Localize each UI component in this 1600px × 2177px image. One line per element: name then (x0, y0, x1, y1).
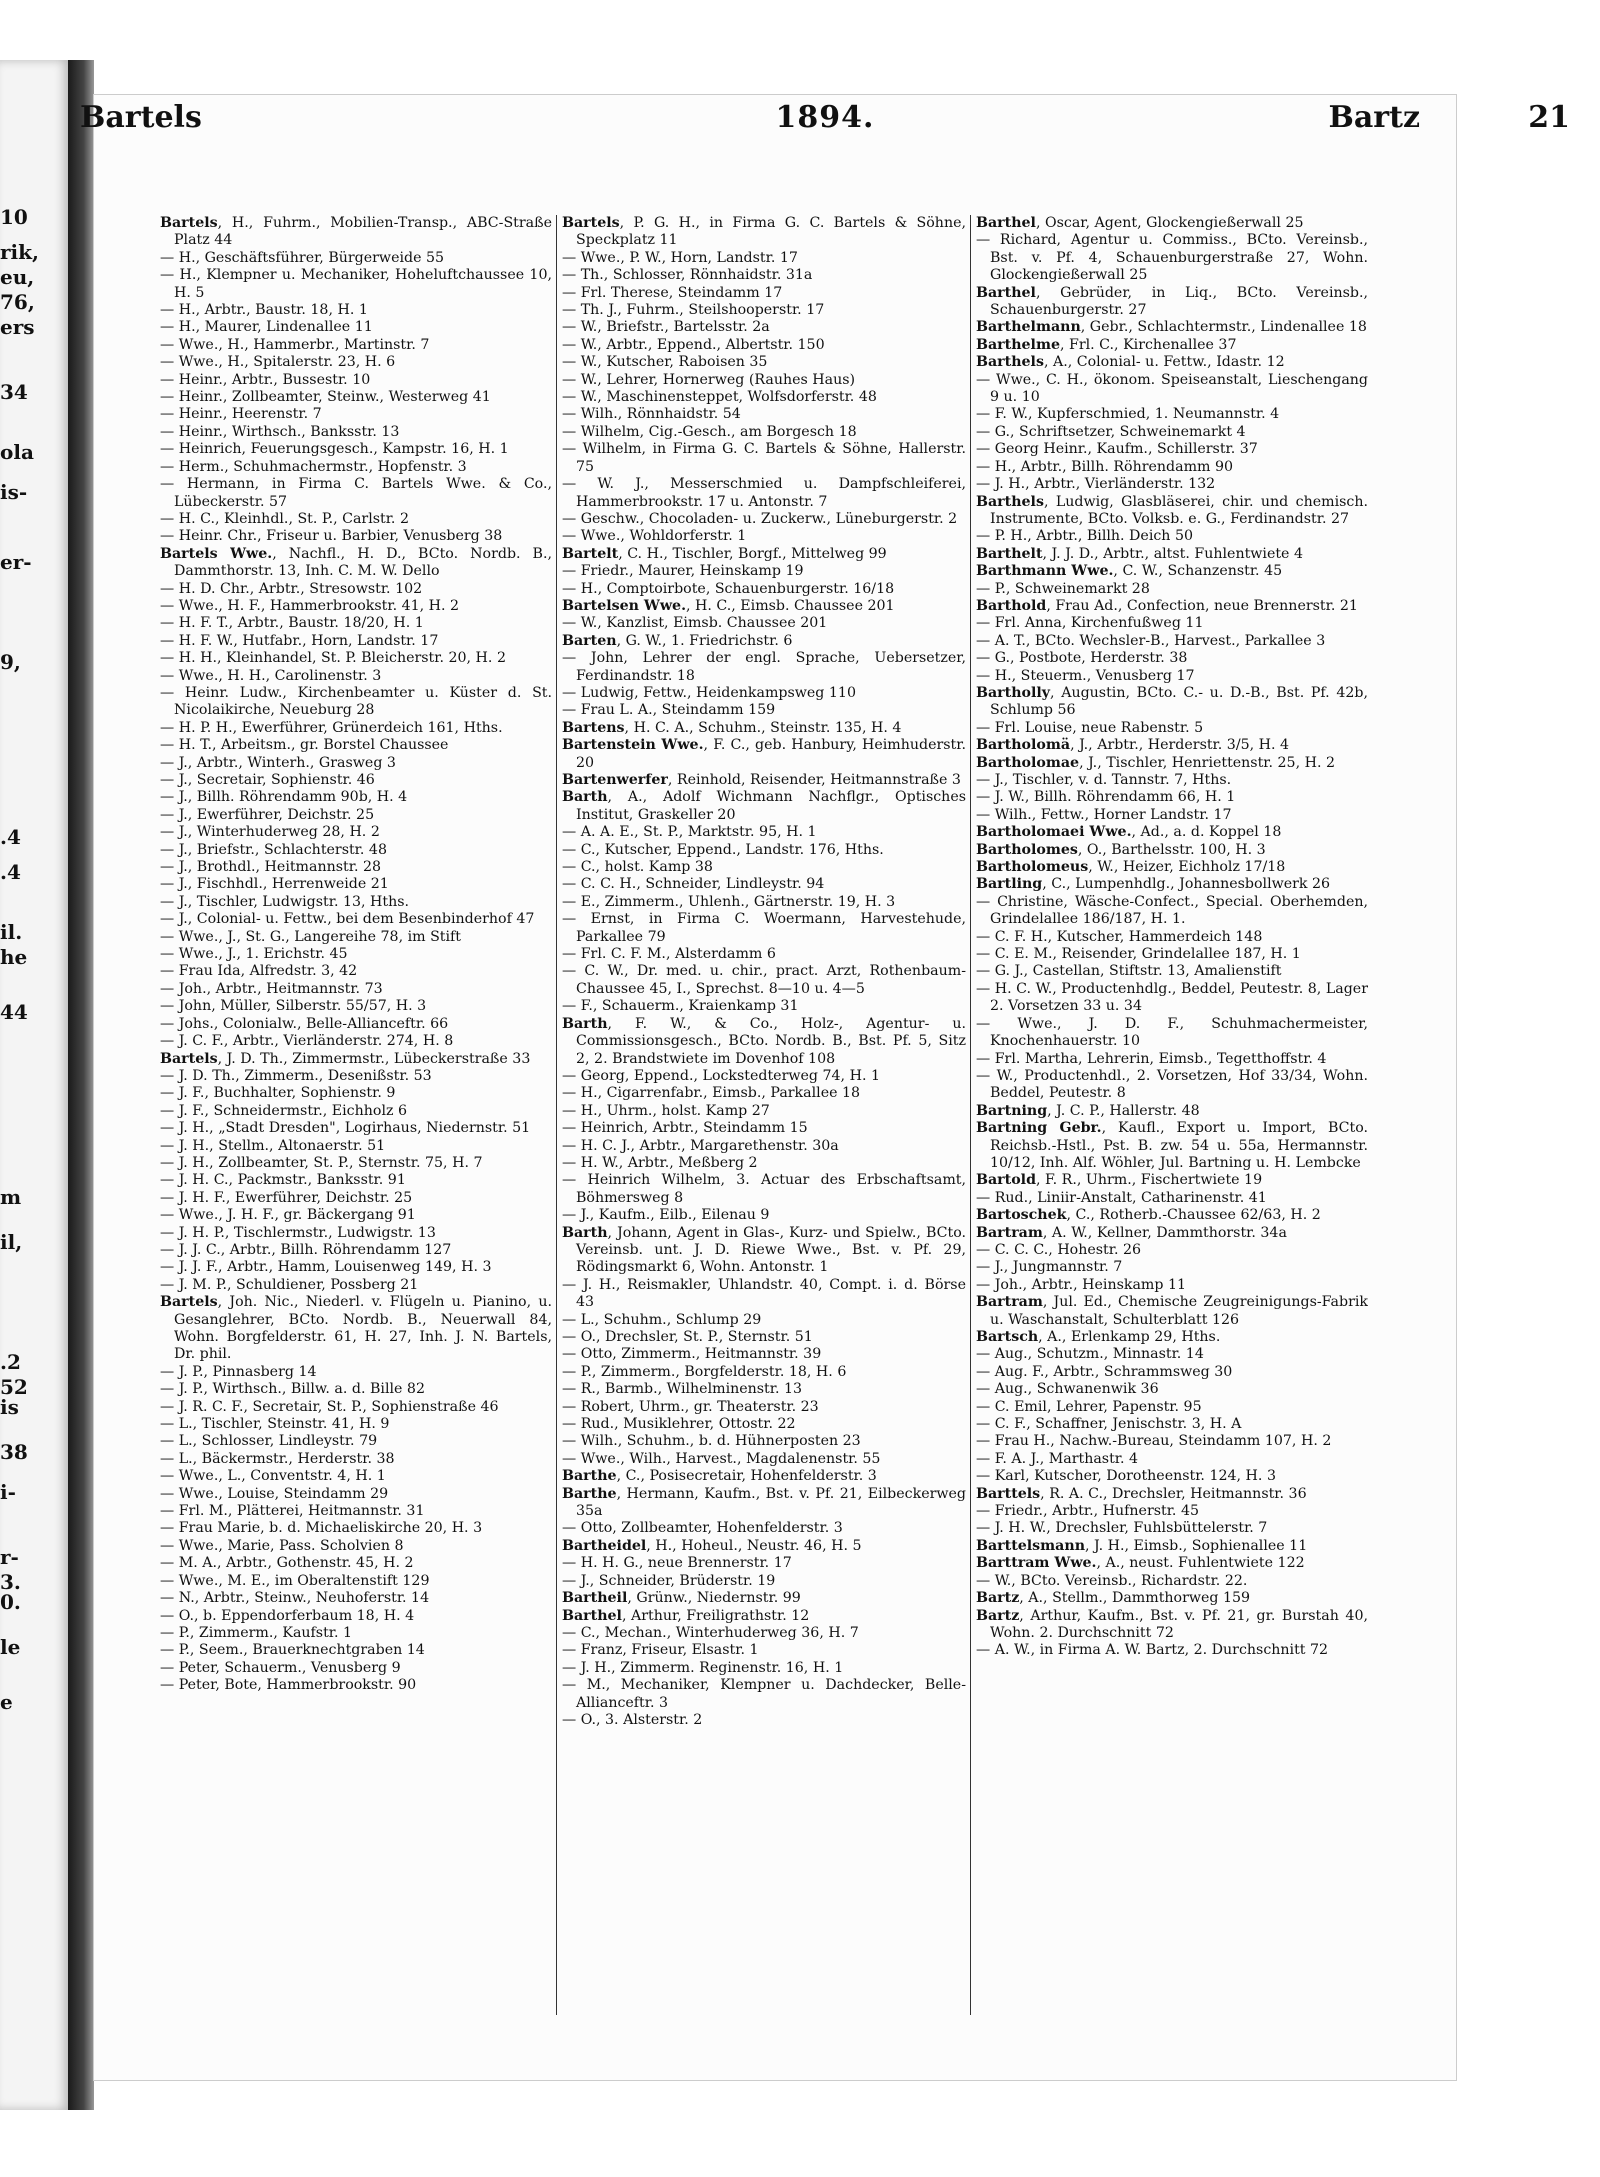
directory-entry: — Joh., Arbtr., Heinskamp 11 (976, 1276, 1187, 1293)
directory-entry: Bartz, Arthur, Kaufm., Bst. v. Pf. 21, gr. Burstah 40, Wohn. 2. Durchschnitt 72 (976, 1607, 1368, 1641)
facing-page-fragment: he (0, 945, 28, 969)
directory-entry: — Wwe., M. E., im Oberaltenstift 129 (160, 1572, 430, 1589)
directory-entry: — P. H., Arbtr., Billh. Deich 50 (976, 528, 1193, 545)
directory-entry: — P., Seem., Brauerknechtgraben 14 (160, 1642, 425, 1659)
directory-entry: — H., Comptoirbote, Schauenburgerstr. 16/18 (562, 580, 895, 597)
directory-entry: — J. J. C., Arbtr., Billh. Röhrendamm 127 (160, 1241, 452, 1258)
directory-entry: — L., Tischler, Steinstr. 41, H. 9 (160, 1416, 390, 1433)
directory-entry: — Christine, Wäsche-Confect., Special. Oberhemden, Grindelallee 186/187, H. 1. (976, 893, 1368, 928)
directory-entry: — Wwe., H. F., Hammerbrookstr. 41, H. 2 (160, 597, 460, 614)
directory-entry: — John, Müller, Silberstr. 55/57, H. 3 (160, 998, 427, 1015)
directory-entry: — Joh., Arbtr., Heitmannstr. 73 (160, 980, 383, 997)
directory-entry: — Wwe., Wilh., Harvest., Magdalenenstr. 55 (562, 1450, 881, 1467)
directory-entry: — Frl. Martha, Lehrerin, Eimsb., Tegetthoffstr. 4 (976, 1050, 1327, 1067)
facing-page-fragment: .4 (0, 825, 21, 849)
facing-page-fragment: is (0, 1395, 19, 1419)
column-rule (970, 215, 971, 2015)
directory-entry: — J. C. F., Arbtr., Vierländerstr. 274, H. 8 (160, 1033, 454, 1050)
directory-entry: — J. H., Arbtr., Vierländerstr. 132 (976, 476, 1216, 493)
directory-entry: — J. H. W., Drechsler, Fuhlsbüttelerstr. 7 (976, 1520, 1268, 1537)
directory-entry: Barthels, A., Colonial- u. Fettw., Idastr. 12 (976, 354, 1285, 371)
directory-entry: — G., Schriftsetzer, Schweinemarkt 4 (976, 423, 1246, 440)
directory-entry: Bartelsen Wwe., H. C., Eimsb. Chaussee 201 (562, 597, 895, 614)
directory-entry: Bartram, Jul. Ed., Chemische Zeugreinigungs-Fabrik u. Waschanstalt, Schulterblatt 126 (976, 1294, 1368, 1328)
directory-entry: — H. C., Kleinhdl., St. P., Carlstr. 2 (160, 510, 409, 527)
facing-page-fragment: il, (0, 1230, 23, 1254)
directory-entry: — Heinr., Wirthsch., Banksstr. 13 (160, 423, 400, 440)
directory-entry: — J., Brothdl., Heitmannstr. 28 (160, 859, 382, 876)
facing-page-fragment: 10 (0, 205, 28, 229)
directory-entry: — P., Zimmerm., Borgfelderstr. 18, H. 6 (562, 1363, 847, 1380)
directory-entry: — M., Mechaniker, Klempner u. Dachdecker, Belle-Allianceftr. 3 (562, 1677, 966, 1711)
directory-entry: Bartels, Joh. Nic., Niederl. v. Flügeln u. Pianino, u. Gesanglehrer, BCto. Nordb. B., Neuerwall 84, Wohn. Borgfelderstr. 61, H. 27, Inh. J. N. Bartels, Dr. phil. (160, 1294, 552, 1363)
directory-entry: — John, Lehrer der engl. Sprache, Uebersetzer, Ferdinandstr. 18 (562, 650, 966, 684)
directory-entry: — J. P., Wirthsch., Billw. a. d. Bille 82 (160, 1381, 425, 1398)
directory-entry: — F. W., Kupferschmied, 1. Neumannstr. 4 (976, 406, 1280, 423)
page-number: 21 (1528, 100, 1570, 135)
directory-entry: — H., Maurer, Lindenallee 11 (160, 319, 373, 336)
directory-entry: Barthelmann, Gebr., Schlachtermstr., Lindenallee 18 (976, 319, 1367, 336)
directory-entry: Bartz, A., Stellm., Dammthorweg 159 (976, 1590, 1251, 1607)
directory-entry: — Otto, Zimmerm., Heitmannstr. 39 (562, 1346, 822, 1363)
directory-entry: Barttels, R. A. C., Drechsler, Heitmannstr. 36 (976, 1485, 1307, 1502)
directory-entry: — H. C. W., Productenhdlg., Beddel, Peutestr. 8, Lager 2. Vorsetzen 33 u. 34 (976, 980, 1368, 1015)
directory-entry: — N., Arbtr., Steinw., Neuhoferstr. 14 (160, 1590, 430, 1607)
directory-entry: — A. W., in Firma A. W. Bartz, 2. Durchschnitt 72 (976, 1642, 1329, 1659)
directory-entry: — J., Jungmannstr. 7 (976, 1259, 1123, 1276)
directory-entry: — G. J., Castellan, Stiftstr. 13, Amalienstift (976, 963, 1282, 980)
directory-entry: — C. W., Dr. med. u. chir., pract. Arzt, Rothenbaum-Chaussee 45, I., Sprechst. 8—10 u. 4—5 (562, 963, 966, 997)
facing-page-fragment: e (0, 1690, 13, 1714)
directory-entry: Barthel, Arthur, Freiligrathstr. 12 (562, 1607, 810, 1624)
directory-entry: — Wilh., Rönnhaidstr. 54 (562, 406, 741, 423)
directory-entry: Bartholomeus, W., Heizer, Eichholz 17/18 (976, 859, 1286, 876)
directory-entry: — H., Steuerm., Venusberg 17 (976, 667, 1195, 684)
facing-page-fragment: is- (0, 480, 28, 504)
directory-column-1 (160, 215, 552, 2035)
directory-entry: — H., Cigarrenfabr., Eimsb., Parkallee 18 (562, 1085, 861, 1102)
directory-entry: — J. D. Th., Zimmerm., Desenißstr. 53 (160, 1067, 432, 1084)
directory-entry: — F. A. J., Marthastr. 4 (976, 1450, 1139, 1467)
directory-entry: Barthelt, J. J. D., Arbtr., altst. Fuhlentwiete 4 (976, 545, 1303, 562)
directory-entry: Bartning Gebr., Kaufl., Export u. Import, BCto. Reichsb.-Hstl., Pst. B. zw. 54 u. 55a, Hermannstr. 10/12, Inh. Alf. Wöhler, Jul. Bartning u. H. Lembcke (976, 1120, 1368, 1171)
directory-entry: — R., Barmb., Wilhelminenstr. 13 (562, 1381, 803, 1398)
directory-entry: — J., Kaufm., Eilb., Eilenau 9 (562, 1207, 770, 1224)
directory-entry: — Ludwig, Fettw., Heidenkampsweg 110 (562, 684, 856, 701)
facing-page-fragment: 44 (0, 1000, 28, 1024)
directory-entry: — Georg, Eppend., Lockstedterweg 74, H. 1 (562, 1067, 880, 1084)
directory-entry: Barth, F. W., & Co., Holz-, Agentur- u. Commissionsgesch., BCto. Nordb. B., Bst. Pf. 5, Sitz 2, 2. Brandstwiete im Dovenhof 108 (562, 1015, 966, 1067)
directory-entry: Bartning, J. C. P., Hallerstr. 48 (976, 1102, 1200, 1119)
directory-entry: Barthe, C., Posisecretair, Hohenfelderstr. 3 (562, 1468, 877, 1485)
directory-entry: Bartholomaei Wwe., Ad., a. d. Koppel 18 (976, 824, 1282, 841)
directory-entry: Bartels, J. D. Th., Zimmermstr., Lübeckerstraße 33 (160, 1050, 531, 1067)
directory-entry: — Heinr. Ludw., Kirchenbeamter u. Küster d. St. Nicolaikirche, Neueburg 28 (160, 684, 552, 719)
directory-entry: Barttram Wwe., A., neust. Fuhlentwiete 122 (976, 1555, 1305, 1572)
directory-entry: — P., Zimmerm., Kaufstr. 1 (160, 1624, 353, 1641)
directory-entry: — Aug. F., Arbtr., Schrammsweg 30 (976, 1363, 1233, 1380)
facing-page-fragment: i- (0, 1480, 16, 1504)
directory-entry: — J. H., Reismakler, Uhlandstr. 40, Compt. i. d. Börse 43 (562, 1276, 966, 1311)
directory-entry: — Wilh., Fettw., Horner Landstr. 17 (976, 806, 1232, 823)
directory-entry: — W., Arbtr., Eppend., Albertstr. 150 (562, 336, 825, 353)
facing-page-fragment: ola (0, 440, 34, 464)
directory-entry: — C., holst. Kamp 38 (562, 859, 713, 876)
directory-entry: — Frau Marie, b. d. Michaeliskirche 20, H. 3 (160, 1520, 483, 1537)
directory-entry: — C. C. H., Schneider, Lindleystr. 94 (562, 876, 825, 893)
directory-entry: Bartheidel, H., Hoheul., Neustr. 46, H. 5 (562, 1537, 862, 1554)
directory-entry: — J. J. F., Arbtr., Hamm, Louisenweg 149, H. 3 (160, 1259, 492, 1276)
directory-entry: — J., Colonial- u. Fettw., bei dem Besenbinderhof 47 (160, 911, 535, 928)
directory-entry: — Rud., Musiklehrer, Ottostr. 22 (562, 1416, 796, 1433)
facing-page-fragment: .4 (0, 860, 21, 884)
directory-entry: — J., Ewerführer, Deichstr. 25 (160, 806, 375, 823)
directory-entry: — Friedr., Maurer, Heinskamp 19 (562, 563, 804, 580)
directory-entry: — C. C. C., Hohestr. 26 (976, 1241, 1142, 1258)
directory-entry: — J., Fischhdl., Herrenweide 21 (160, 876, 389, 893)
directory-entry: Barth, A., Adolf Wichmann Nachflgr., Optisches Institut, Graskeller 20 (562, 789, 966, 823)
directory-entry: — G., Postbote, Herderstr. 38 (976, 650, 1188, 667)
directory-entry: — A. T., BCto. Wechsler-B., Harvest., Parkallee 3 (976, 632, 1326, 649)
page-header (60, 100, 1590, 150)
directory-entry: — W., Maschinensteppet, Wolfsdorferstr. 48 (562, 389, 877, 406)
directory-entry: — Franz, Friseur, Elsastr. 1 (562, 1642, 759, 1659)
directory-entry: Barttelsmann, J. H., Eimsb., Sophienallee 11 (976, 1537, 1308, 1554)
directory-entry: Barthel, Oscar, Agent, Glockengießerwall 25 (976, 215, 1304, 231)
directory-entry: — Wwe., C. H., ökonom. Speiseanstalt, Lieschengang 9 u. 10 (976, 371, 1368, 406)
directory-entry: — H. H., Kleinhandel, St. P. Bleicherstr. 20, H. 2 (160, 650, 506, 667)
directory-entry: Bartholomes, O., Barthelsstr. 100, H. 3 (976, 841, 1266, 858)
directory-entry: — J., Winterhuderweg 28, H. 2 (160, 824, 380, 841)
directory-entry: — Th., Schlosser, Rönnhaidstr. 31a (562, 267, 813, 284)
directory-entry: — Herm., Schuhmachermstr., Hopfenstr. 3 (160, 458, 467, 475)
directory-entry: Bartels, P. G. H., in Firma G. C. Bartels & Söhne, Speckplatz 11 (562, 215, 966, 249)
directory-entry: Barthold, Frau Ad., Confection, neue Brennerstr. 21 (976, 597, 1358, 614)
directory-entry: — Wwe., H. H., Carolinenstr. 3 (160, 667, 382, 684)
directory-entry: — Wwe., H., Spitalerstr. 23, H. 6 (160, 354, 396, 371)
directory-entry: — J. H. C., Packmstr., Banksstr. 91 (160, 1172, 406, 1189)
directory-entry: Bartelt, C. H., Tischler, Borgf., Mittelweg 99 (562, 545, 887, 562)
directory-entry: — Wwe., J., St. G., Langereihe 78, im Stift (160, 928, 461, 945)
directory-entry: Bartram, A. W., Kellner, Dammthorstr. 34a (976, 1224, 1287, 1241)
directory-entry: — Johs., Colonialw., Belle-Allianceftr. 66 (160, 1015, 449, 1032)
directory-entry: Barthe, Hermann, Kaufm., Bst. v. Pf. 21, Eilbeckerweg 35a (562, 1485, 966, 1520)
directory-entry: — O., 3. Alsterstr. 2 (562, 1711, 703, 1728)
facing-page-fragment: rik, (0, 240, 39, 264)
book-binding (68, 60, 94, 2110)
directory-entry: — J., Billh. Röhrendamm 90b, H. 4 (160, 789, 408, 806)
directory-entry: — H., Klempner u. Mechaniker, Hoheluftchaussee 10, H. 5 (160, 267, 552, 301)
directory-entry: — Karl, Kutscher, Dorotheenstr. 124, H. 3 (976, 1468, 1276, 1485)
directory-entry: — Frl. Therese, Steindamm 17 (562, 284, 783, 301)
directory-entry: — C., Kutscher, Eppend., Landstr. 176, Hths. (562, 841, 884, 858)
directory-entry: — W., Lehrer, Hornerweg (Rauhes Haus) (562, 371, 856, 388)
facing-page-fragment: 9, (0, 650, 21, 674)
directory-entry: — J. H., Zollbeamter, St. P., Sternstr. 75, H. 7 (160, 1154, 483, 1171)
directory-entry: — C. F., Schaffner, Jenischstr. 3, H. A (976, 1416, 1242, 1433)
directory-entry: — Aug., Schutzm., Minnastr. 14 (976, 1346, 1204, 1363)
directory-entry: — H. H. G., neue Brennerstr. 17 (562, 1555, 792, 1572)
directory-entry: — W. J., Messerschmied u. Dampfschleiferei, Hammerbrookstr. 17 u. Antonstr. 7 (562, 476, 966, 510)
directory-entry: Bartels, H., Fuhrm., Mobilien-Transp., ABC-Straße Platz 44 (160, 215, 552, 249)
facing-page-fragment: er- (0, 550, 32, 574)
directory-entry: — E., Zimmerm., Uhlenh., Gärtnerstr. 19, H. 3 (562, 893, 896, 910)
directory-entry: — J., Arbtr., Winterh., Grasweg 3 (160, 754, 396, 771)
directory-entry: — Friedr., Arbtr., Hufnerstr. 45 (976, 1503, 1200, 1520)
directory-entry: — H. W., Arbtr., Meßberg 2 (562, 1154, 758, 1171)
directory-entry: Bartoschek, C., Rotherb.-Chaussee 62/63, H. 2 (976, 1207, 1321, 1224)
directory-entry: — A. A. E., St. P., Marktstr. 95, H. 1 (562, 824, 817, 841)
column-rule (556, 215, 557, 2015)
directory-entry: — Frau Ida, Alfredstr. 3, 42 (160, 963, 358, 980)
directory-entry: — Heinrich, Feuerungsgesch., Kampstr. 16, H. 1 (160, 441, 509, 458)
directory-entry: — H., Geschäftsführer, Bürgerweide 55 (160, 249, 445, 266)
directory-entry: — Wwe., J. D. F., Schuhmachermeister, Knochenhauerstr. 10 (976, 1015, 1368, 1050)
directory-entry: — J. H., „Stadt Dresden", Logirhaus, Niedernstr. 51 (160, 1120, 531, 1137)
directory-entry: Bartling, C., Lumpenhdlg., Johannesbollwerk 26 (976, 876, 1331, 893)
directory-entry: — Ernst, in Firma C. Woermann, Harvestehude, Parkallee 79 (562, 911, 966, 945)
directory-entry: — J., Schneider, Brüderstr. 19 (562, 1572, 776, 1589)
facing-page-fragment: eu, (0, 265, 35, 289)
directory-entry: — W., BCto. Vereinsb., Richardstr. 22. (976, 1572, 1248, 1589)
directory-entry: — Wwe., P. W., Horn, Landstr. 17 (562, 249, 798, 266)
directory-entry: Bartenwerfer, Reinhold, Reisender, Heitmannstraße 3 (562, 772, 961, 788)
directory-entry: — Peter, Bote, Hammerbrookstr. 90 (160, 1677, 417, 1694)
header-left-keyword: Bartels (80, 100, 202, 135)
directory-entry: — J. F., Buchhalter, Sophienstr. 9 (160, 1085, 396, 1102)
directory-entry: — Wwe., L., Conventstr. 4, H. 1 (160, 1468, 386, 1485)
directory-entry: — H., Arbtr., Baustr. 18, H. 1 (160, 302, 368, 319)
directory-column-3 (976, 215, 1368, 2035)
directory-entry: Barthels, Ludwig, Glasbläserei, chir. und chemisch. Instrumente, BCto. Volksb. e. G., Ferdinandstr. 27 (976, 493, 1368, 527)
facing-page-fragment: ers (0, 315, 35, 339)
directory-entry: — M. A., Arbtr., Gothenstr. 45, H. 2 (160, 1555, 414, 1572)
directory-entry: — C., Mechan., Winterhuderweg 36, H. 7 (562, 1624, 859, 1641)
directory-entry: Barthelme, Frl. C., Kirchenallee 37 (976, 336, 1237, 353)
directory-entry: Bartenstein Wwe., F. C., geb. Hanbury, Heimhuderstr. 20 (562, 737, 966, 771)
directory-entry: — W., Kanzlist, Eimsb. Chaussee 201 (562, 615, 828, 632)
header-right-keyword: Bartz (1328, 100, 1420, 135)
facing-page-fragment: 52 (0, 1375, 28, 1399)
directory-entry: — H. F. W., Hutfabr., Horn, Landstr. 17 (160, 632, 439, 649)
directory-entry: — L., Schuhm., Schlump 29 (562, 1311, 762, 1328)
directory-entry: — W., Kutscher, Raboisen 35 (562, 354, 768, 371)
directory-entry: Bartels Wwe., Nachfl., H. D., BCto. Nordb. B., Dammthorstr. 13, Inh. C. M. W. Dello (160, 545, 552, 580)
facing-page-fragment: 76, (0, 290, 35, 314)
directory-entry: — H. F. T., Arbtr., Baustr. 18/20, H. 1 (160, 615, 424, 632)
directory-entry: — J. H., Zimmerm. Reginenstr. 16, H. 1 (562, 1659, 844, 1676)
facing-page-fragment: 34 (0, 380, 28, 404)
directory-entry: — Heinr., Zollbeamter, Steinw., Westerweg 41 (160, 389, 491, 406)
directory-entry: Barthel, Gebrüder, in Liq., BCto. Vereinsb., Schauenburgerstr. 27 (976, 284, 1368, 319)
directory-entry: — Th. J., Fuhrm., Steilshooperstr. 17 (562, 302, 825, 319)
directory-entry: — H. P. H., Ewerführer, Grünerdeich 161, Hths. (160, 719, 503, 736)
directory-entry: Barthmann Wwe., C. W., Schanzenstr. 45 (976, 563, 1283, 580)
directory-entry: Bartens, H. C. A., Schuhm., Steinstr. 135, H. 4 (562, 719, 902, 736)
directory-entry: — J. R. C. F., Secretair, St. P., Sophienstraße 46 (160, 1398, 499, 1415)
directory-entry: Bartholomä, J., Arbtr., Herderstr. 3/5, H. 4 (976, 737, 1290, 754)
directory-entry: — J. H. P., Tischlermstr., Ludwigstr. 13 (160, 1224, 436, 1241)
facing-page-fragment: 38 (0, 1440, 28, 1464)
left-page-edge (0, 60, 70, 2110)
facing-page-fragment: m (0, 1185, 22, 1209)
facing-page-fragment: il. (0, 920, 23, 944)
directory-entry: — O., Drechsler, St. P., Sternstr. 51 (562, 1329, 813, 1345)
directory-entry: — J. H. F., Ewerführer, Deichstr. 25 (160, 1189, 413, 1206)
facing-page-fragment: le (0, 1635, 21, 1659)
directory-entry: Bartsch, A., Erlenkamp 29, Hths. (976, 1329, 1221, 1345)
directory-entry: — J., Briefstr., Schlachterstr. 48 (160, 841, 387, 858)
directory-entry: — J. F., Schneidermstr., Eichholz 6 (160, 1102, 407, 1119)
directory-entry: — Frl. M., Plätterei, Heitmannstr. 31 (160, 1503, 425, 1520)
directory-entry: — Otto, Zollbeamter, Hohenfelderstr. 3 (562, 1520, 843, 1537)
directory-entry: — J., Tischler, Ludwigstr. 13, Hths. (160, 893, 410, 910)
directory-entry: Bartholomae, J., Tischler, Henriettenstr. 25, H. 2 (976, 754, 1336, 771)
directory-entry: — H. D. Chr., Arbtr., Stresowstr. 102 (160, 580, 423, 597)
directory-entry: — J., Tischler, v. d. Tannstr. 7, Hths. (976, 772, 1232, 788)
directory-entry: Barten, G. W., 1. Friedrichstr. 6 (562, 632, 793, 649)
directory-entry: — Wwe., H., Hammerbr., Martinstr. 7 (160, 336, 430, 353)
directory-entry: — Wilh., Schuhm., b. d. Hühnerposten 23 (562, 1433, 861, 1450)
directory-entry: — J. W., Billh. Röhrendamm 66, H. 1 (976, 789, 1236, 806)
directory-entry: — Wilhelm, Cig.-Gesch., am Borgesch 18 (562, 423, 857, 440)
directory-entry: — Heinr., Arbtr., Bussestr. 10 (160, 371, 371, 388)
directory-entry: — Wwe., Wohldorferstr. 1 (562, 528, 747, 545)
directory-entry: — C. F. H., Kutscher, Hammerdeich 148 (976, 928, 1263, 945)
directory-entry: — J. P., Pinnasberg 14 (160, 1363, 317, 1380)
directory-entry: — Rud., Liniir-Anstalt, Catharinenstr. 41 (976, 1189, 1267, 1206)
directory-entry: Bartold, F. R., Uhrm., Fischertwiete 19 (976, 1172, 1263, 1189)
directory-entry: — Wwe., J. H. F., gr. Bäckergang 91 (160, 1207, 416, 1224)
directory-entry: — Hermann, in Firma C. Bartels Wwe. & Co., Lübeckerstr. 57 (160, 476, 552, 510)
directory-entry: — C. Emil, Lehrer, Papenstr. 95 (976, 1398, 1202, 1415)
directory-entry: — Heinrich Wilhelm, 3. Actuar des Erbschaftsamt, Böhmersweg 8 (562, 1172, 966, 1206)
directory-entry: — Frl. C. F. M., Alsterdamm 6 (562, 946, 776, 963)
directory-entry: — Robert, Uhrm., gr. Theaterstr. 23 (562, 1398, 819, 1415)
directory-entry: — Heinrich, Arbtr., Steindamm 15 (562, 1120, 808, 1137)
header-year: 1894. (775, 100, 875, 135)
directory-entry: — Wilhelm, in Firma G. C. Bartels & Söhne, Hallerstr. 75 (562, 441, 966, 475)
facing-page-fragment: 3. (0, 1570, 21, 1594)
facing-page-fragment: 0. (0, 1590, 21, 1614)
directory-entry: — F., Schauerm., Kraienkamp 31 (562, 998, 799, 1015)
directory-column-2 (562, 215, 966, 2035)
directory-entry: — L., Schlosser, Lindleystr. 79 (160, 1433, 378, 1450)
directory-entry: — O., b. Eppendorferbaum 18, H. 4 (160, 1607, 415, 1624)
directory-entry: — Heinr., Heerenstr. 7 (160, 406, 322, 423)
directory-entry: — Wwe., Louise, Steindamm 29 (160, 1485, 389, 1502)
directory-entry: — Frau H., Nachw.-Bureau, Steindamm 107, H. 2 (976, 1433, 1332, 1450)
directory-entry: — Geschw., Chocoladen- u. Zuckerw., Lüneburgerstr. 2 (562, 510, 958, 527)
directory-entry: — Frau L. A., Steindamm 159 (562, 702, 776, 719)
directory-entry: — Richard, Agentur u. Commiss., BCto. Vereinsb., Bst. v. Pf. 4, Schauenburgerstraße 27, Wohn. Glockengießerwall 25 (976, 232, 1368, 284)
directory-entry: — P., Schweinemarkt 28 (976, 580, 1150, 597)
directory-entry: Bartheil, Grünw., Niedernstr. 99 (562, 1590, 801, 1607)
directory-entry: — Frl. Anna, Kirchenfußweg 11 (976, 615, 1204, 632)
directory-entry: — H., Arbtr., Billh. Röhrendamm 90 (976, 458, 1234, 475)
directory-entry: — Aug., Schwanenwik 36 (976, 1381, 1159, 1398)
directory-entry: — Frl. Louise, neue Rabenstr. 5 (976, 719, 1204, 736)
directory-entry: — H., Uhrm., holst. Kamp 27 (562, 1102, 770, 1119)
directory-entry: — J. M. P., Schuldiener, Possberg 21 (160, 1276, 419, 1293)
directory-entry: — Wwe., Marie, Pass. Scholvien 8 (160, 1537, 404, 1554)
directory-entry: — W., Productenhdl., 2. Vorsetzen, Hof 33/34, Wohn. Beddel, Peutestr. 8 (976, 1067, 1368, 1102)
directory-entry: — J., Secretair, Sophienstr. 46 (160, 772, 375, 788)
directory-entry: — L., Bäckermstr., Herderstr. 38 (160, 1450, 395, 1467)
facing-page-fragment: .2 (0, 1350, 21, 1374)
directory-entry: — W., Briefstr., Bartelsstr. 2a (562, 319, 770, 336)
directory-entry: Barth, Johann, Agent in Glas-, Kurz- und Spielw., BCto. Vereinsb. unt. J. D. Riewe Wwe., Bst. v. Pf. 29, Rödingsmarkt 6, Wohn. Antonstr. 1 (562, 1224, 966, 1276)
directory-entry: — Georg Heinr., Kaufm., Schillerstr. 37 (976, 441, 1258, 458)
directory-entry: — H. C. J., Arbtr., Margarethenstr. 30a (562, 1137, 839, 1154)
facing-page-fragment: r- (0, 1545, 19, 1569)
directory-entry: — J. H., Stellm., Altonaerstr. 51 (160, 1137, 386, 1154)
directory-entry: — H. T., Arbeitsm., gr. Borstel Chaussee (160, 737, 449, 754)
directory-entry: — C. E. M., Reisender, Grindelallee 187, H. 1 (976, 946, 1301, 963)
directory-entry: — Wwe., J., 1. Erichstr. 45 (160, 946, 348, 963)
directory-entry: Bartholly, Augustin, BCto. C.- u. D.-B., Bst. Pf. 42b, Schlump 56 (976, 684, 1368, 719)
directory-entry: — Peter, Schauerm., Venusberg 9 (160, 1659, 401, 1676)
directory-entry: — Heinr. Chr., Friseur u. Barbier, Venusberg 38 (160, 528, 503, 545)
